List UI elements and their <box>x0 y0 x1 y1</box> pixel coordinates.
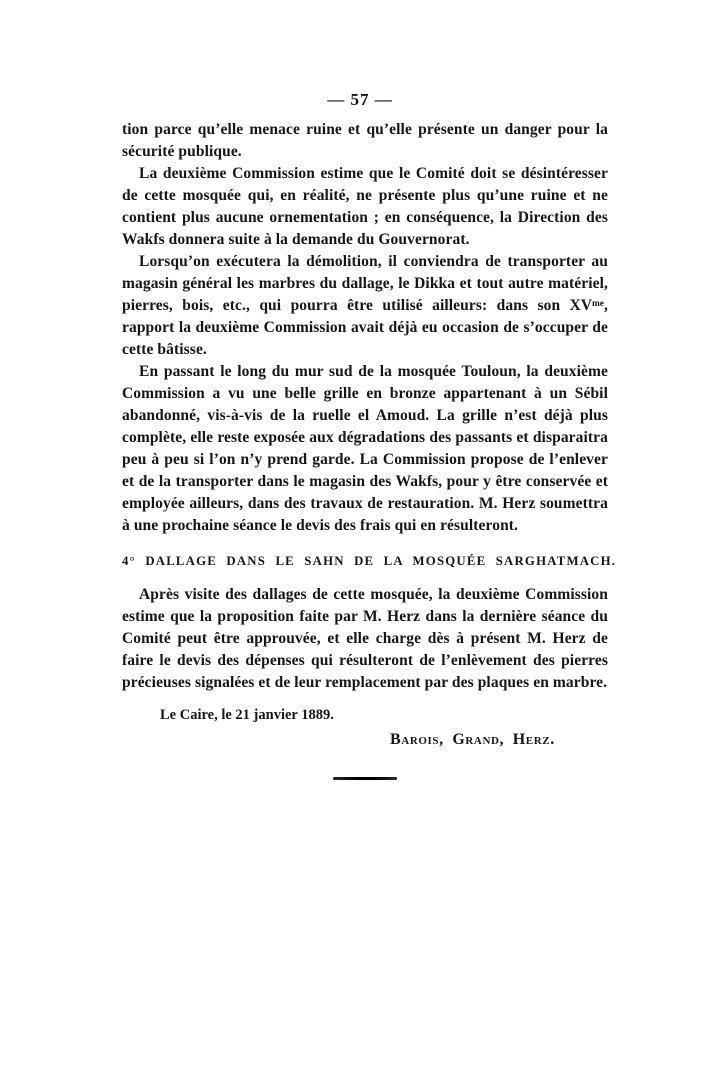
paragraphs-after-heading <box>122 584 608 694</box>
paragraph: La deuxième Commission estime que le Comité doit se désintéresser de cette mosquée qui, en réalité, ne présente plus qu’une ruine et ne contient plus aucune ornementation ; en conséquence, la Direction des Wakfs donnera suite à la demande du Gouvernorat. <box>122 165 608 248</box>
paragraph: En passant le long du mur sud de la mosquée Touloun, la deuxième Commission a vu une belle grille en bronze appartenant à un Sébil abandonné, vis-à-vis de la ruelle el Amoud. La grille n’est déjà plus complète, elle reste exposée aux dégradations des passants et disparaitra peu à peu si l’on n’y prend garde. La Commission propose de l’enlever et de la transporter dans le magasin des Wakfs, pour y être conservée et employée ailleurs, dans des travaux de restauration. M. Herz soumettra à une prochaine séance le devis des frais qui en résulteront. <box>122 363 608 534</box>
paragraph: Après visite des dallages de cette mosquée, la deuxième Commission estime que la proposition faite par M. Herz dans la dernière séance du Comité peut être approuvée, et elle charge dès à présent M. Herz de faire le devis des dépenses qui résulteront de l’enlèvement des pierres précieuses signalées et de leur remplacement par des plaques en marbre. <box>122 586 608 691</box>
paragraph: Lorsqu’on exécutera la démolition, il conviendra de transporter au magasin général les marbres du dallage, le Dikka et tout autre matériel, pierres, bois, etc., qui pourra être utilisé ailleurs: dans son XVᵐᵉ, rapport la deuxième Commission avait déjà eu occasion de s’occuper de cette bâtisse. <box>122 253 608 358</box>
section-heading: 4° DALLAGE DANS LE SAHN DE LA MOSQUÉE SARGHATMACH. <box>122 554 617 568</box>
text-column <box>122 119 617 780</box>
paragraphs-before-heading <box>122 119 608 537</box>
signature-line: Barois, Grand, Herz. <box>390 731 555 748</box>
paragraph: tion parce qu’elle menace ruine et qu’elle présente un danger pour la sécurité publique. <box>122 121 608 160</box>
dateline: Le Caire, le 21 janvier 1889. <box>160 707 334 723</box>
end-divider-rule <box>333 777 397 780</box>
page-number: — 57 — <box>327 90 393 109</box>
